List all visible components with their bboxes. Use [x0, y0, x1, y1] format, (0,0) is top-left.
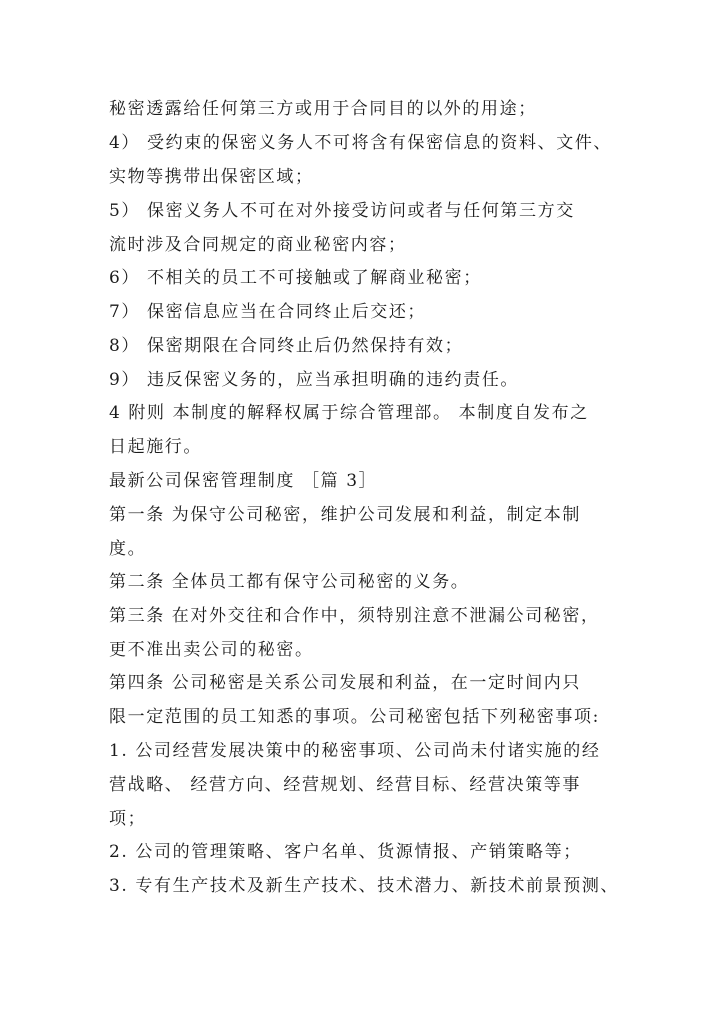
text-line: 9） 违反保密义务的，应当承担明确的违约责任。 — [109, 370, 520, 390]
text-line: 更不准出卖公司的秘密。 — [109, 640, 314, 660]
text-line: 限一定范围的员工知悉的事项。公司秘密包括下列秘密事项: — [109, 707, 600, 727]
text-line: 项； — [109, 809, 147, 829]
text-line: 8） 保密期限在合同终止后仍然保持有效； — [109, 336, 464, 356]
text-line: 营战略、 经营方向、经营规划、经营目标、经营决策等事 — [109, 775, 582, 795]
text-line: 度。 — [109, 539, 147, 559]
text-line: 第二条 全体员工都有保守公司秘密的义务。 — [109, 572, 470, 592]
text-line: 5） 保密义务人不可在对外接受访问或者与任何第三方交 — [109, 201, 575, 221]
text-line: 流时涉及合同规定的商业秘密内容； — [109, 235, 407, 255]
text-line: 第一条 为保守公司秘密，维护公司发展和利益，制定本制 — [109, 505, 582, 525]
text-line: 日起施行。 — [109, 437, 202, 457]
text-line: 第三条 在对外交往和合作中，须特别注意不泄漏公司秘密， — [109, 606, 600, 626]
text-line: 4 附则 本制度的解释权属于综合管理部。 本制度自发布之 — [109, 403, 589, 423]
text-line: 4） 受约束的保密义务人不可将含有保密信息的资料、文件、 — [109, 133, 613, 153]
text-line: 1. 公司经营发展决策中的秘密事项、公司尚未付诸实施的经 — [109, 741, 601, 761]
text-line: 6） 不相关的员工不可接触或了解商业秘密； — [109, 268, 482, 288]
text-line: 第四条 公司秘密是关系公司发展和利益，在一定时间内只 — [109, 673, 582, 693]
text-line: 7） 保密信息应当在合同终止后交还； — [109, 302, 427, 322]
text-line: 实物等携带出保密区域； — [109, 167, 314, 187]
text-line: 秘密透露给任何第三方或用于合同目的以外的用途； — [109, 99, 537, 119]
text-line: 3. 专有生产技术及新生产技术、技术潜力、新技术前景预测、 — [109, 876, 620, 896]
section-heading: 最新公司保密管理制度 ［篇 3］ — [109, 471, 378, 491]
text-line: 2. 公司的管理策略、客户名单、货源情报、产销策略等； — [109, 842, 582, 862]
